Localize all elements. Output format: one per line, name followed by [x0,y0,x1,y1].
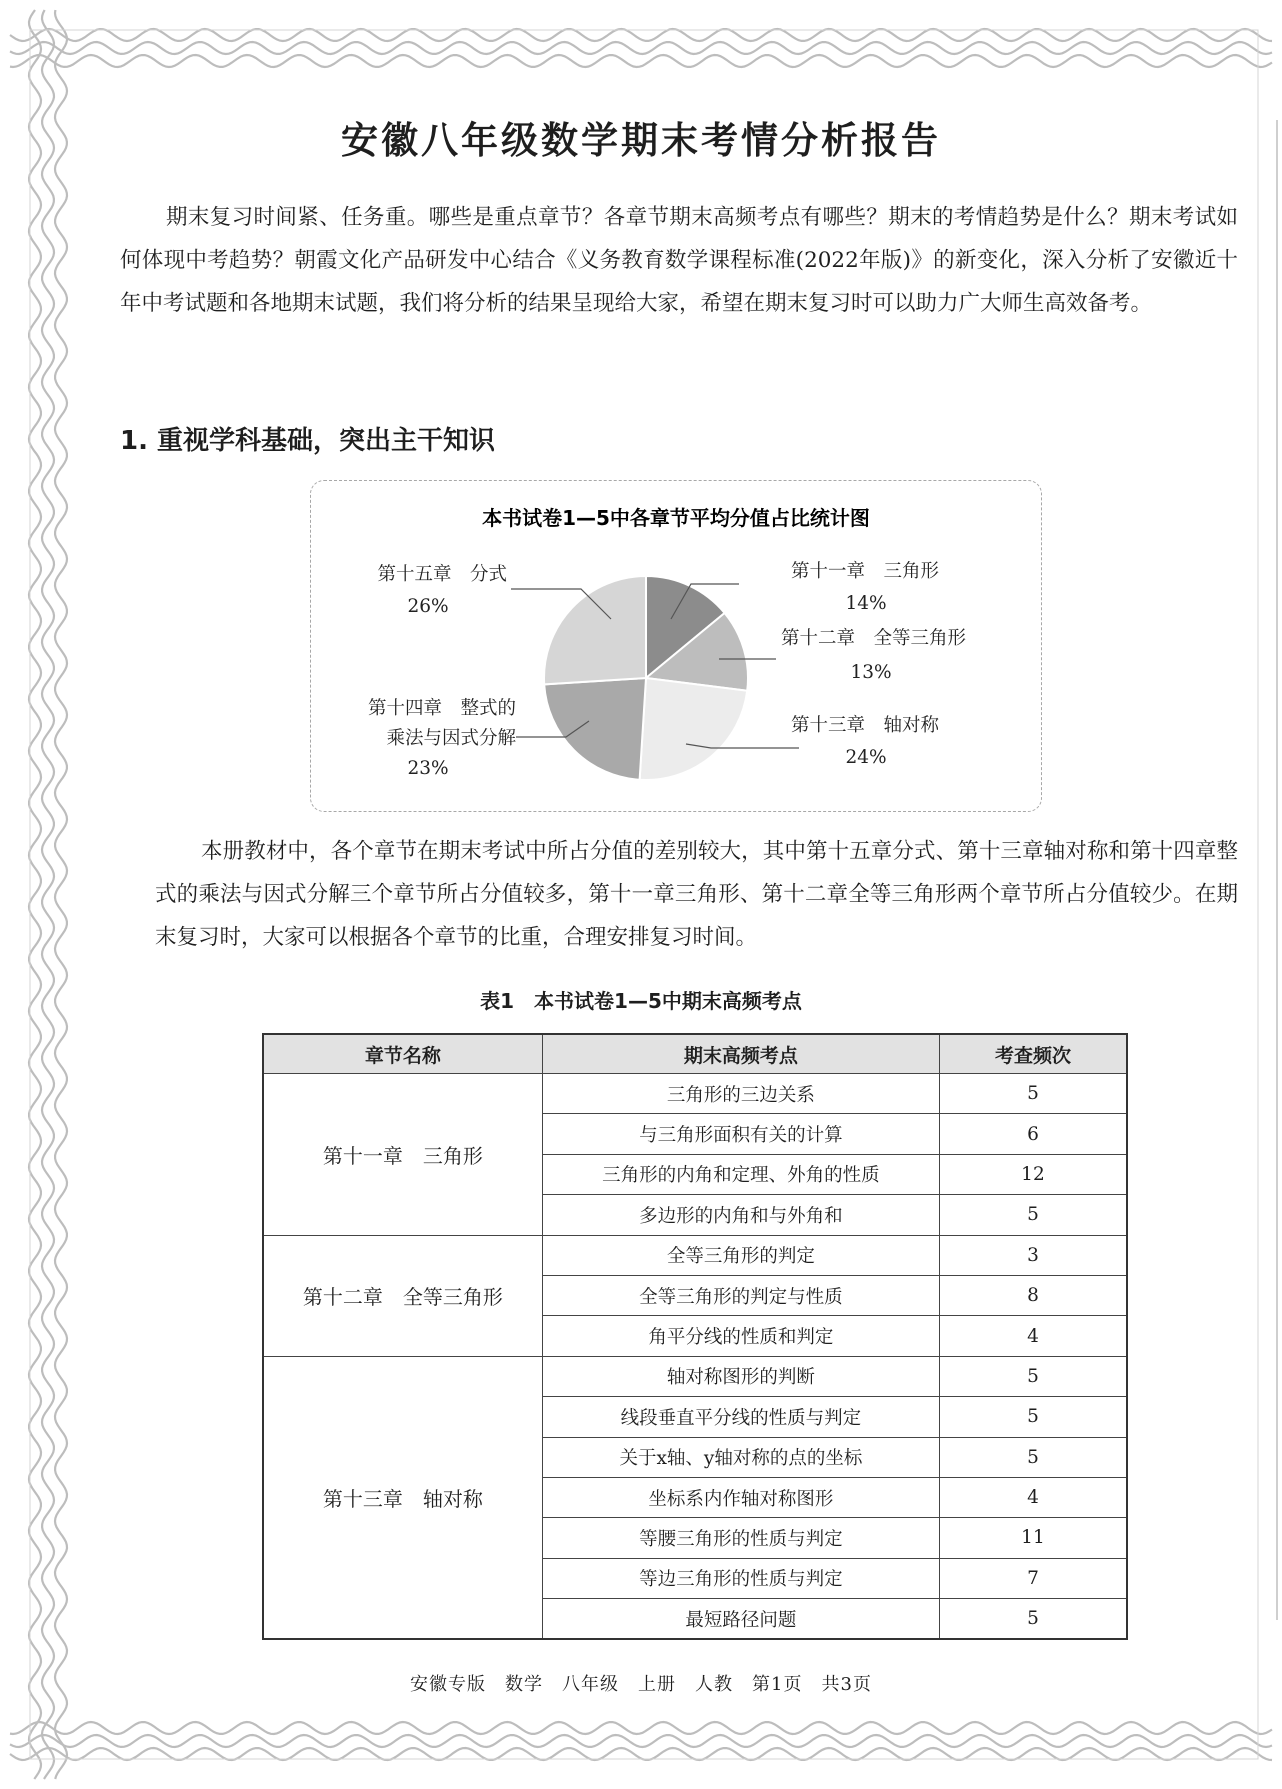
frequency-cell: 8 [939,1275,1127,1315]
pie-slice [640,678,748,780]
frequency-cell: 4 [939,1316,1127,1356]
table-row [263,1235,1127,1275]
slice-label: 第十二章 全等三角形 [781,628,967,649]
table-header-row [263,1034,1127,1074]
page-title: 安徽八年级数学期末考情分析报告 [341,119,941,162]
intro-paragraph: 期末复习时间紧、任务重。哪些是重点章节？各章节期末高频考点有哪些？期末的考情趋势是什么？期末考试如何体现中考趋势？朝霞文化产品研发中心结合《义务教育数学课程标准(2022年版)》的新变化，深入分析了安徽近十年中考试题和各地期末试题，我们将分析的结果呈现给大家，希望在期末复习时可以助力广大师生高效备考。 [120,205,1238,316]
frequency-cell: 5 [939,1397,1127,1437]
exam-point-cell: 坐标系内作轴对称图形 [542,1477,939,1517]
pie-slice [544,678,646,780]
analysis-paragraph: 本册教材中，各个章节在期末考试中所占分值的差别较大，其中第十五章分式、第十三章轴对称和第十四章整式的乘法与因式分解三个章节所占分值较多，第十一章三角形、第十二章全等三角形两个章节所占分值较少。在期末复习时，大家可以根据各个章节的比重，合理安排复习时间。 [155,839,1238,950]
frequency-cell: 7 [939,1558,1127,1598]
slice-label: 乘法与因式分解 [386,728,516,749]
table-row [263,1074,1127,1114]
table-header-cell: 考查频次 [939,1034,1127,1074]
frequency-cell: 5 [939,1356,1127,1396]
exam-point-cell: 关于x轴、y轴对称的点的坐标 [542,1437,939,1477]
chapter-cell: 第十一章 三角形 [263,1074,542,1236]
chapter-cell: 第十三章 轴对称 [263,1356,542,1639]
slice-label: 第十五章 分式 [377,564,507,585]
exam-point-cell: 角平分线的性质和判定 [542,1316,939,1356]
slice-value-label: 26% [407,596,449,617]
chapter-cell: 第十二章 全等三角形 [263,1235,542,1356]
exam-point-cell: 线段垂直平分线的性质与判定 [542,1397,939,1437]
pie-chart-box [310,480,1042,812]
exam-point-cell: 三角形的内角和定理、外角的性质 [542,1154,939,1194]
exam-point-cell: 等边三角形的性质与判定 [542,1558,939,1598]
frequency-cell: 5 [939,1074,1127,1114]
right-edge-line [1276,120,1278,1620]
slice-value-label: 24% [845,747,887,768]
frequency-cell: 5 [939,1437,1127,1477]
table-row [263,1356,1127,1396]
exam-point-cell: 与三角形面积有关的计算 [542,1114,939,1154]
frequency-cell: 3 [939,1235,1127,1275]
exam-point-cell: 最短路径问题 [542,1599,939,1640]
table-header-cell: 章节名称 [263,1034,542,1074]
table-caption: 表1 本书试卷1—5中期末高频考点 [480,989,802,1013]
slice-value-label: 14% [845,593,887,614]
frequency-cell: 5 [939,1195,1127,1235]
exam-point-cell: 多边形的内角和与外角和 [542,1195,939,1235]
slice-value-label: 23% [407,758,449,779]
slice-label: 第十一章 三角形 [791,561,940,582]
slice-label: 第十四章 整式的 [367,698,516,719]
section-heading-1: 1. 重视学科基础，突出主干知识 [120,426,496,456]
exam-point-cell: 三角形的三边关系 [542,1074,939,1114]
exam-point-cell: 全等三角形的判定与性质 [542,1275,939,1315]
pie-chart [311,481,1041,811]
frequency-cell: 12 [939,1154,1127,1194]
slice-value-label: 13% [850,662,892,683]
frequency-cell: 4 [939,1477,1127,1517]
table-header-cell: 期末高频考点 [542,1034,939,1074]
exam-point-cell: 全等三角形的判定 [542,1235,939,1275]
slice-label: 第十三章 轴对称 [791,715,940,736]
frequency-cell: 11 [939,1518,1127,1558]
frequency-cell: 5 [939,1599,1127,1640]
page-footer: 安徽专版 数学 八年级 上册 人教 第1页 共3页 [410,1674,872,1695]
chart-title: 本书试卷1—5中各章节平均分值占比统计图 [482,506,870,530]
high-frequency-table [262,1033,1128,1640]
pie-slice [544,576,646,684]
exam-point-cell: 等腰三角形的性质与判定 [542,1518,939,1558]
frequency-cell: 6 [939,1114,1127,1154]
exam-point-cell: 轴对称图形的判断 [542,1356,939,1396]
